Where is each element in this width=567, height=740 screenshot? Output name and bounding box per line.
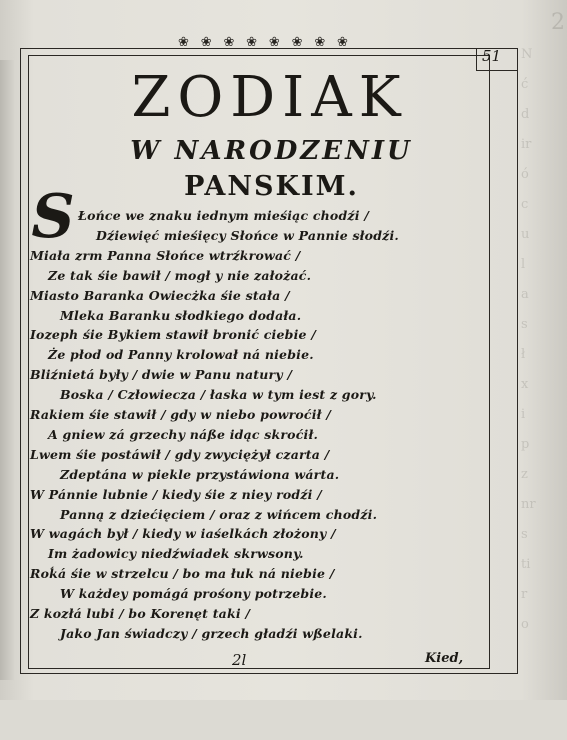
bleed-glyph: d bbox=[521, 107, 530, 122]
bleed-glyph: ti bbox=[521, 557, 531, 572]
verse-line: Miasto Baranka Owiecżka śie stała / bbox=[30, 287, 290, 303]
bleed-glyph: ó bbox=[521, 167, 529, 182]
verse-line: W wagách był / kiedy w iaśelkách złożony / bbox=[30, 526, 336, 542]
verse-line: W Pánnie lubnie / kiedy śie z niey rodźi / bbox=[30, 486, 322, 502]
verse-line: Dźiewięć mieśięcy Słońce w Pannie słodźi. bbox=[96, 227, 399, 243]
verse-line: Z kozłá lubi / bo Korenęt taki / bbox=[30, 606, 251, 621]
verse-line: Roḱá śie w strzelcu / bo ma łuk ná niebie / bbox=[30, 566, 335, 582]
verse-line: Im żadowicy niedźwiadek skrwsony. bbox=[48, 546, 304, 562]
bleed-glyph: ir bbox=[521, 137, 532, 152]
verse-line: Lwem śie postáwił / gdy zwyciężył czarta / bbox=[30, 446, 330, 462]
page-number: 51 bbox=[482, 47, 502, 65]
verse-line: Łońce we znaku iednym mieśiąc chodźi / bbox=[78, 208, 369, 223]
verse-line: Mleka Baranku słodkiego dodała. bbox=[60, 307, 302, 323]
verse-line: Ze tak śie bawił / mogł y nie założać. bbox=[48, 267, 312, 283]
verse-line: Miała zrm Panna Słońce wtrźkrować / bbox=[30, 247, 301, 263]
margin-mark: 2 bbox=[551, 10, 565, 35]
bleed-glyph: z bbox=[521, 467, 528, 482]
ornament-flower: ❀ bbox=[246, 35, 258, 50]
verse-line: A gniew zá grzechy náße idąc skroćił. bbox=[48, 426, 319, 442]
verse-line: Boska / Człowiecza / łaska w tym iest z gory. bbox=[60, 387, 377, 403]
bleed-glyph: nr bbox=[521, 497, 536, 512]
ornament-flower: ❀ bbox=[223, 35, 235, 50]
verse-line: Bliźnietá były / dwie w Panu natury / bbox=[30, 367, 293, 383]
verse-line: Jako Jan świadczy / grzech gładźi wßelaki. bbox=[60, 625, 363, 641]
signature-mark: 2l bbox=[232, 651, 247, 669]
bleed-glyph: x bbox=[521, 377, 529, 392]
decorated-initial: S bbox=[31, 182, 75, 252]
verse-line: Rakiem śie stawił / gdy w niebo powroćił / bbox=[30, 407, 331, 422]
ornament-flower: ❀ bbox=[268, 35, 280, 50]
verse-line: Panną z dziećięciem / oraz z wińcem chodźi. bbox=[60, 506, 378, 522]
bleed-glyph: l bbox=[521, 257, 526, 272]
ornament-flower: ❀ bbox=[200, 35, 212, 50]
ornament-flower: ❀ bbox=[291, 35, 303, 50]
bleed-glyph: s bbox=[521, 317, 528, 332]
bleed-glyph: u bbox=[521, 227, 530, 242]
ornament-flower: ❀ bbox=[314, 35, 326, 50]
verse-line: Zdeptána w piekle przystáwiona wárta. bbox=[60, 466, 340, 482]
bleed-glyph: p bbox=[521, 437, 530, 452]
bleed-glyph: a bbox=[521, 287, 529, 302]
verse-line: W każdey pomágá prośony potrzebie. bbox=[60, 586, 327, 602]
ornament-flower: ❀ bbox=[337, 35, 348, 50]
bleed-glyph: ł bbox=[521, 347, 526, 362]
bleed-glyph: c bbox=[521, 197, 529, 212]
bleed-glyph: s bbox=[521, 527, 528, 542]
ornament-flower: ❀ bbox=[178, 35, 189, 50]
bleed-glyph: i bbox=[521, 407, 526, 422]
page-subtitle-second: PANSKIM. bbox=[184, 171, 359, 202]
bleed-glyph: o bbox=[521, 617, 529, 632]
page-title: ZODIAK bbox=[131, 65, 408, 130]
catchword: Kied, bbox=[425, 651, 464, 666]
bleed-glyph: ć bbox=[521, 77, 529, 92]
bleed-glyph: r bbox=[521, 587, 528, 602]
bleed-glyph: N bbox=[521, 47, 533, 62]
verse-line: Iozeph śie Bykiem stawił bronić ciebie / bbox=[30, 327, 316, 343]
page-subtitle: W NARODZENIU bbox=[130, 136, 413, 166]
verse-line: Że płod od Panny krolował ná niebie. bbox=[48, 347, 314, 363]
